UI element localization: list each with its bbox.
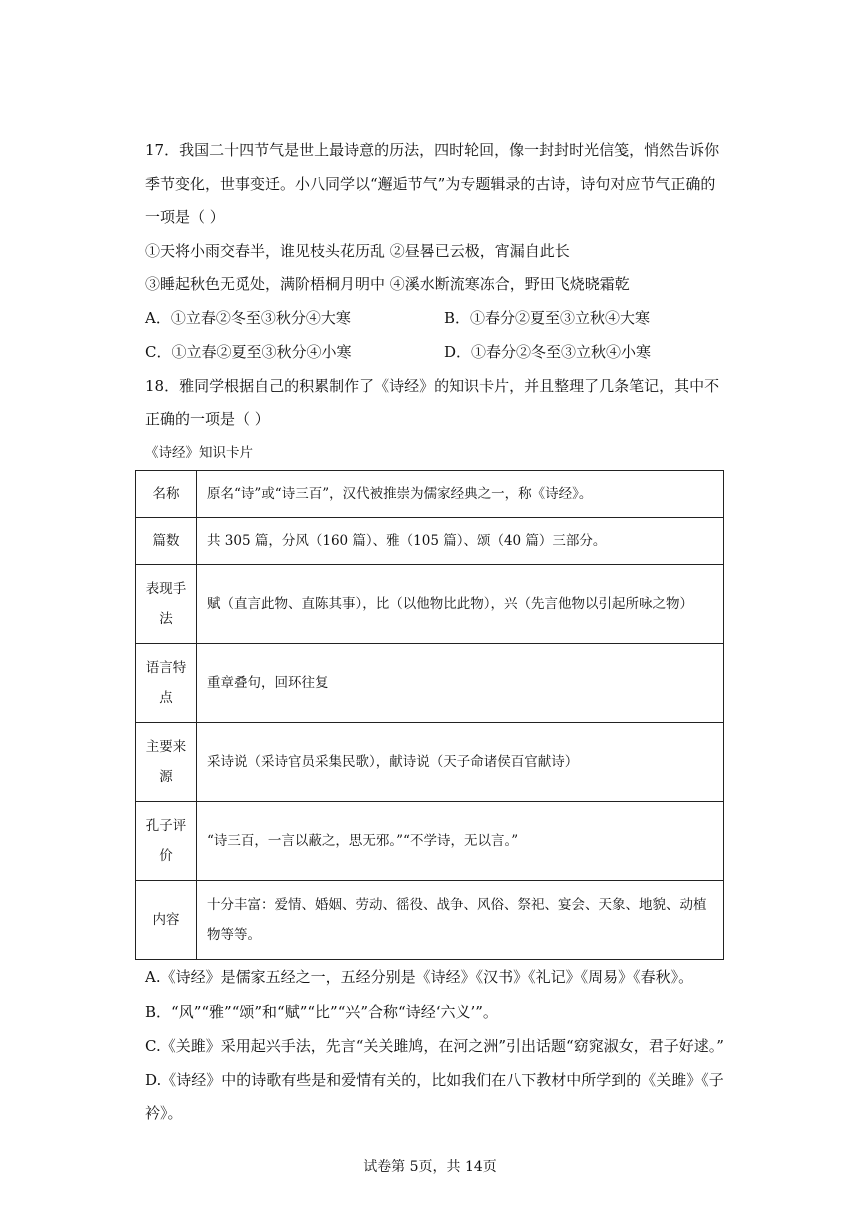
q17-stem-line-1: 17．我国二十四节气是世上最诗意的历法，四时轮回，像一封封时光信笺，悄然告诉你 (145, 141, 720, 159)
row-label: 名称 (136, 471, 197, 518)
row-content: 重章叠句，回环往复 (197, 644, 724, 723)
q18-stem-line-1: 18．雅同学根据自己的积累制作了《诗经》的知识卡片，并且整理了几条笔记，其中不 (145, 377, 720, 395)
q17-option-b: B．①春分②夏至③立秋④大寒 (444, 309, 651, 327)
table-row (136, 881, 724, 960)
q18-option-c: C.《关雎》采用起兴手法，先言“关关雎鸠，在河之洲”引出话题“窈窕淑女，君子好逑。” (145, 1037, 724, 1055)
q18-option-d-line-2: 衿》。 (145, 1104, 183, 1122)
row-content: 十分丰富：爱情、婚姻、劳动、徭役、战争、风俗、祭祀、宴会、天象、地貌、动植物等等。 (197, 881, 724, 960)
q18-option-d-line-1: D.《诗经》中的诗歌有些是和爱情有关的，比如我们在八下教材中所学到的《关雎》《子 (145, 1071, 724, 1089)
table-row (136, 723, 724, 802)
q17-stem-line-3: 一项是（ ） (145, 208, 225, 226)
knowledge-card-title: 《诗经》知识卡片 (145, 445, 253, 461)
row-label: 篇数 (136, 518, 197, 565)
knowledge-card-table (135, 470, 724, 960)
row-label: 孔子评价 (136, 802, 197, 881)
row-content: 共 305 篇，分风（160 篇）、雅（105 篇）、颂（40 篇）三部分。 (197, 518, 724, 565)
q18-option-b: B．“风”“雅”“颂”和“赋”“比”“兴”合称“诗经‘六义’”。 (145, 1003, 498, 1021)
q17-poem-line-2: ③睡起秋色无觅处，满阶梧桐月明中 ④溪水断流寒冻合，野田飞烧晓霜乾 (145, 275, 630, 293)
row-label: 语言特点 (136, 644, 197, 723)
table-row (136, 802, 724, 881)
row-content: 赋（直言此物、直陈其事），比（以他物比此物），兴（先言他物以引起所咏之物） (197, 565, 724, 644)
table-row (136, 518, 724, 565)
q17-stem-line-2: 季节变化，世事变迁。小八同学以“邂逅节气”为专题辑录的古诗，诗句对应节气正确的 (145, 175, 716, 193)
row-label: 内容 (136, 881, 197, 960)
q17-option-a: A．①立春②冬至③秋分④大寒 (145, 309, 351, 327)
table-row (136, 471, 724, 518)
table-row (136, 565, 724, 644)
row-content: 原名“诗”或“诗三百”，汉代被推崇为儒家经典之一，称《诗经》。 (197, 471, 724, 518)
q18-option-a: A.《诗经》是儒家五经之一，五经分别是《诗经》《汉书》《礼记》《周易》《春秋》。 (145, 968, 694, 986)
q18-stem-line-2: 正确的一项是（ ） (145, 410, 270, 428)
table-row (136, 644, 724, 723)
row-label: 表现手法 (136, 565, 197, 644)
q17-option-d: D．①春分②冬至③立秋④小寒 (444, 343, 652, 361)
row-label: 主要来源 (136, 723, 197, 802)
q17-poem-line-1: ①天将小雨交春半，谁见枝头花历乱 ②昼晷已云极，宵漏自此长 (145, 242, 570, 260)
page-footer: 试卷第 5页，共 14页 (363, 1159, 497, 1175)
row-content: “诗三百，一言以蔽之，思无邪。”“不学诗，无以言。” (197, 802, 724, 881)
q17-option-c: C．①立春②夏至③秋分④小寒 (145, 343, 352, 361)
row-content: 采诗说（采诗官员采集民歌），献诗说（天子命诸侯百官献诗） (197, 723, 724, 802)
